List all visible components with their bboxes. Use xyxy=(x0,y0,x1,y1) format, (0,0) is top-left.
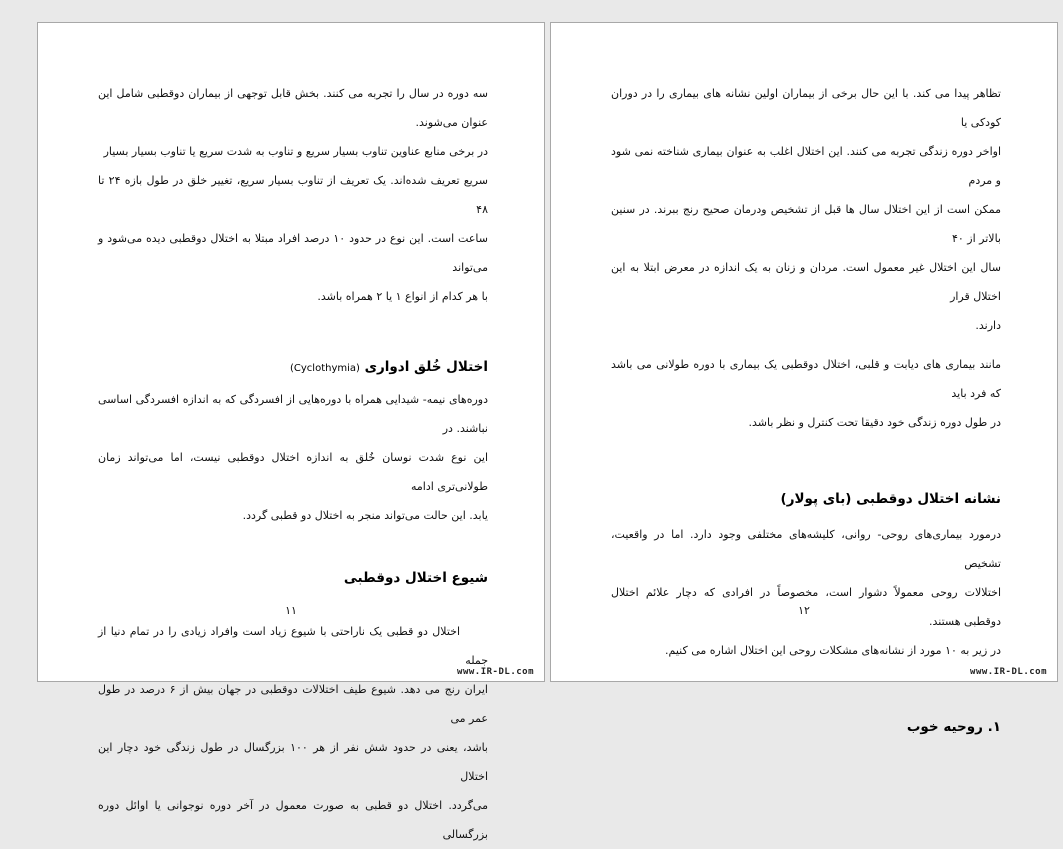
page-11-content xyxy=(98,79,488,849)
heading-cyclothymia xyxy=(98,353,488,383)
page-number: ۱۱ xyxy=(285,604,297,617)
intro-line: سال این اختلال غیر معمول است. مردان و زنان به یک اندازه در معرض ابتلا به این اختلال قرار xyxy=(611,261,1001,303)
diabetes-line: مانند بیماری های دیابت و قلبی، اختلال دوقطبی یک بیماری با دوره طولانی می باشد که فرد باید xyxy=(611,358,1001,400)
cyclothymia-line: این نوع شدت نوسان خُلق به اندازه اختلال دوقطبی نیست، اما می‌تواند زمان طولانی‌تری ادامه xyxy=(98,451,488,493)
cyclothymia-line: دوره‌های نیمه- شیدایی همراه با دوره‌هایی از افسردگی که به اندازه افسردگی اساسی نباشند. در xyxy=(98,393,488,435)
diabetes-line: در طول دوره زندگی خود دقیقا تحت کنترل و نظر باشد. xyxy=(748,416,1001,429)
intro-line: تظاهر پیدا می کند. با این حال برخی از بیماران اولین نشانه های بیماری را در دوران کودکی یا xyxy=(611,87,1001,129)
heading-cyclothymia-latin: (Cyclothymia) xyxy=(290,363,360,374)
intro-line: سه دوره در سال را تجربه می کنند. بخش قابل توجهی از بیماران دوقطبی شامل این عنوان می‌شوند. xyxy=(98,87,488,129)
intro-line: اواخر دوره زندگی تجربه می کنند. این اختلال اغلب به عنوان بیماری شناخته نمی شود و مردم xyxy=(611,145,1001,187)
heading-signs: نشانه اختلال دوقطبی (بای پولار) xyxy=(780,491,1001,507)
heading-item-1: ۱. روحیه خوب xyxy=(906,719,1001,735)
footer-url: www.IR-DL.com xyxy=(970,667,1047,677)
prevalence-line: می‌گردد. اختلال دو قطبی به صورت معمول در آخر دوره نوجوانی یا اوائل دوره بزرگسالی xyxy=(98,799,488,841)
heading-cyclothymia-text: اختلال خُلق ادواری xyxy=(364,359,488,375)
prevalence-line: ایران رنج می دهد. شیوع طیف اختلالات دوقطبی در جهان بیش از ۶ درصد در طول عمر می xyxy=(98,683,488,725)
signs-line: درمورد بیماری‌های روحی- روانی، کلیشه‌های مختلفی وجود دارد. اما در واقعیت، تشخیص xyxy=(611,528,1001,570)
prevalence-line: باشد، یعنی در حدود شش نفر از هر ۱۰۰ بزرگسال در طول زندگی خود دچار این اختلال xyxy=(98,741,488,783)
cyclothymia-line: یابد. این حالت می‌تواند منجر به اختلال دو قطبی گردد. xyxy=(242,509,488,522)
signs-line: در زیر به ۱۰ مورد از نشانه‌های مشکلات روحی این اختلال اشاره می کنیم. xyxy=(665,644,1001,657)
signs-line: اختلالات روحی معمولاً دشوار است، مخصوصاً در افرادی که دچار علائم اختلال دوقطبی هستند. xyxy=(611,586,1001,628)
intro-line: در برخی منابع عناوین تناوب بسیار سریع و تناوب به شدت سریع یا تناوب بسیار بسیار xyxy=(103,145,488,158)
footer-url: www.IR-DL.com xyxy=(457,667,534,677)
page-12-content xyxy=(611,79,1001,742)
page-12 xyxy=(550,22,1058,735)
intro-line: با هر کدام از انواع ۱ یا ۲ همراه باشد. xyxy=(317,290,488,303)
intro-line: سریع تعریف شده‌اند. یک تعریف از تناوب بسیار سریع، تغییر خلق در طول بازه ۲۴ تا ۴۸ xyxy=(98,174,488,216)
intro-line: دارند. xyxy=(975,319,1001,332)
heading-prevalence: شیوع اختلال دوقطبی xyxy=(343,570,488,586)
page-11 xyxy=(37,22,545,841)
page-number: ۱۲ xyxy=(798,604,810,617)
prevalence-line: اختلال دو قطبی یک ناراحتی با شیوع زیاد است وافراد زیادی را در تمام دنیا از جمله xyxy=(98,625,488,667)
intro-line: ساعت است. این نوع در حدود ۱۰ درصد افراد مبتلا به اختلال دوقطبی دیده می‌شود و می‌تواند xyxy=(98,232,488,274)
intro-line: ممکن است از این اختلال سال ها قبل از تشخیص ودرمان صحیح رنج ببرند. در سنین بالاتر از ۴۰ xyxy=(611,203,1001,245)
